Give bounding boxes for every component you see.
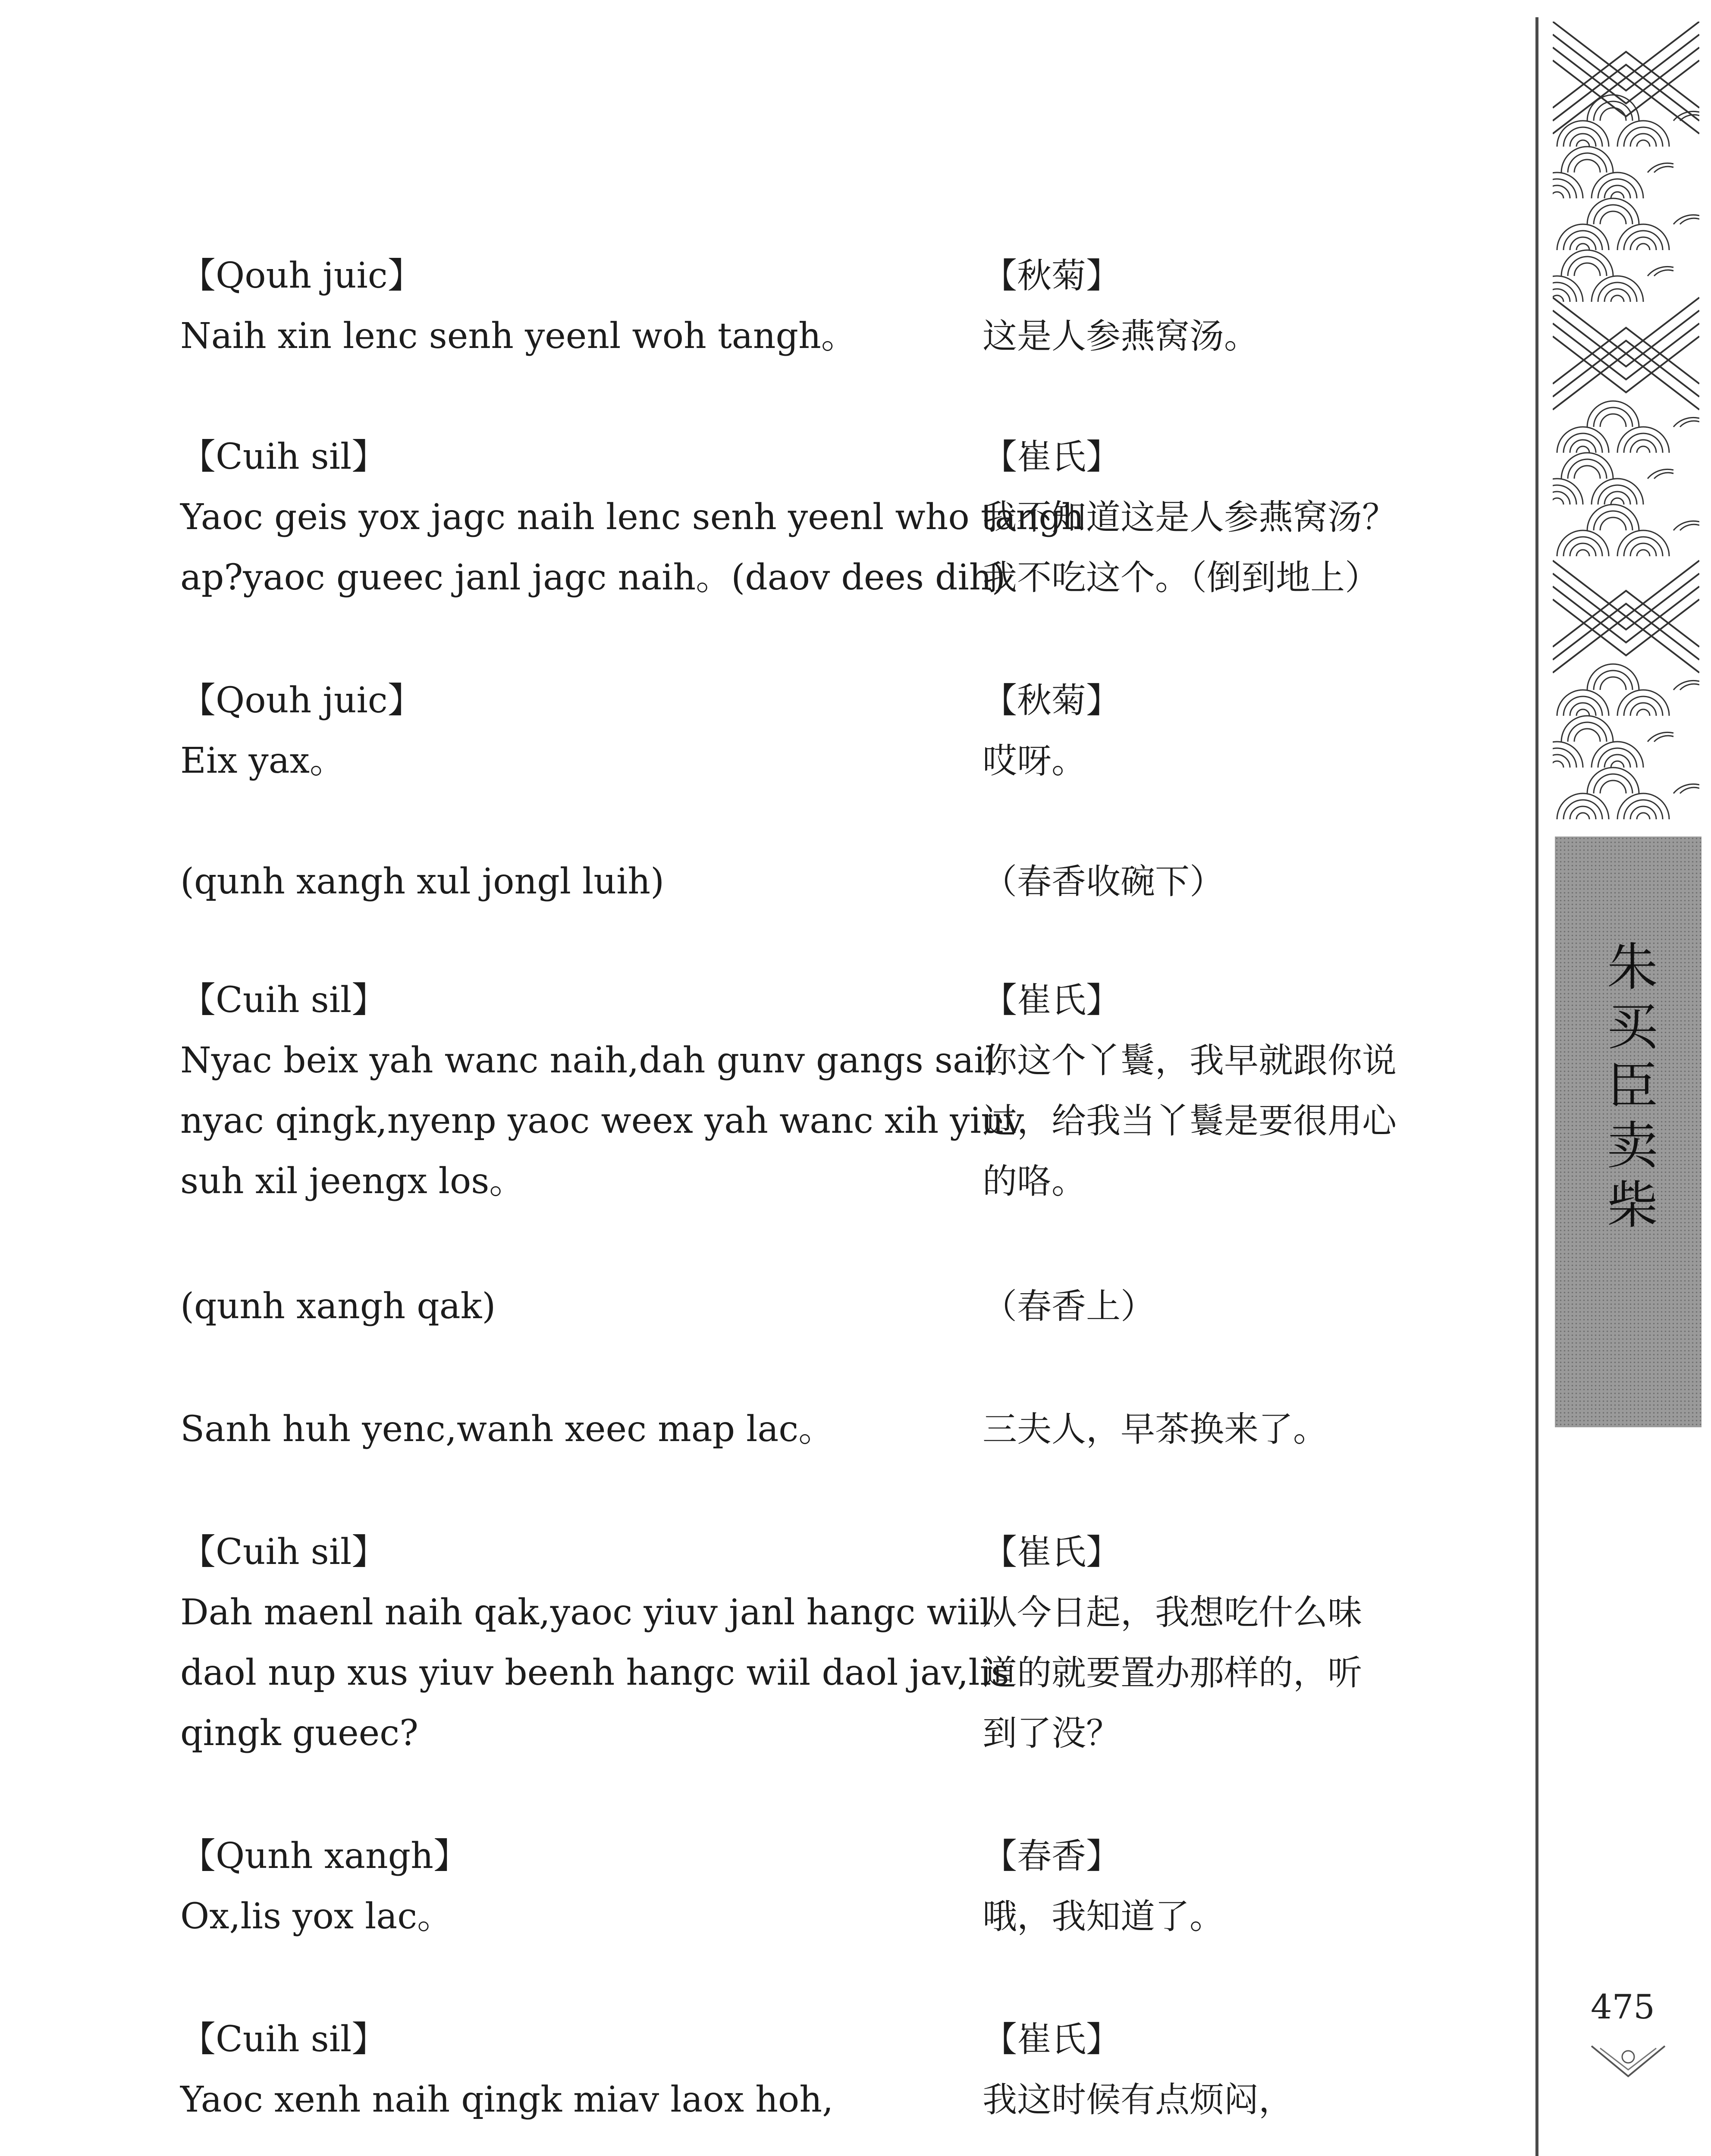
dialogue-line: Ox,lis yox lac。 bbox=[180, 1896, 453, 1937]
speaker-label: 【秋菊】 bbox=[983, 680, 1121, 721]
speaker-label: 【秋菊】 bbox=[983, 256, 1121, 296]
dialogue-line: suh xil jeengx los。 bbox=[180, 1161, 525, 1202]
chinese-column bbox=[983, 970, 1448, 1212]
dialogue-line: 哎呀。 bbox=[983, 741, 1086, 781]
stage-direction: （春香收碗下） bbox=[983, 862, 1224, 902]
chinese-column bbox=[983, 852, 1448, 912]
pinyin-column bbox=[180, 246, 933, 367]
chinese-column bbox=[983, 1826, 1448, 1947]
speaker-label: 【Cuih sil】 bbox=[180, 980, 387, 1021]
pinyin-column bbox=[180, 671, 933, 791]
chinese-column bbox=[983, 246, 1448, 367]
dialogue-line: 我不吃这个。（倒到地上） bbox=[983, 558, 1379, 598]
speaker-label: 【Qouh juic】 bbox=[180, 255, 423, 296]
margin-rule bbox=[1535, 17, 1538, 2156]
dialogue-line: Sanh huh yenc,wanh xeec map lac。 bbox=[180, 1409, 834, 1450]
speaker-label: 【崔氏】 bbox=[983, 980, 1121, 1020]
dialogue-line: 三夫人，早茶换来了。 bbox=[983, 1409, 1328, 1449]
dialogue-line: 我不知道这是人参燕窝汤？ bbox=[983, 497, 1397, 537]
stage-direction: (qunh xangh xul jongl luih) bbox=[180, 861, 665, 902]
chinese-column bbox=[983, 1399, 1448, 1460]
speaker-label: 【春香】 bbox=[983, 1836, 1121, 1876]
dialogue-line: 我这时候有点烦闷， bbox=[983, 2080, 1293, 2120]
speaker-label: 【崔氏】 bbox=[983, 2019, 1121, 2059]
pinyin-column bbox=[180, 1826, 933, 1947]
dialogue-line: ap?yaoc gueec janl jagc naih。(daov dees dih) bbox=[180, 557, 1006, 598]
speaker-label: 【Cuih sil】 bbox=[180, 1532, 387, 1573]
dialogue-line: nyac qingk,nyenp yaoc weex yah wanc xih yiuv bbox=[180, 1100, 1024, 1141]
chinese-column bbox=[983, 1522, 1448, 1764]
pinyin-column bbox=[180, 1522, 1009, 1764]
speaker-label: 【Qunh xangh】 bbox=[180, 1836, 469, 1877]
chinese-column bbox=[983, 427, 1448, 608]
dialogue-line: 的咯。 bbox=[983, 1161, 1086, 1201]
speaker-label: 【Cuih sil】 bbox=[180, 436, 387, 477]
dialogue-line: 从今日起，我想吃什么味 bbox=[983, 1592, 1362, 1633]
page-number-ornament bbox=[1587, 2042, 1669, 2081]
dialogue-line: 道的就要置办那样的，听 bbox=[983, 1653, 1362, 1693]
stage-direction: (qunh xangh qak) bbox=[180, 1286, 496, 1327]
speaker-label: 【崔氏】 bbox=[983, 1532, 1121, 1572]
pinyin-column bbox=[180, 1399, 933, 1460]
dialogue-line: 你这个丫鬟，我早就跟你说 bbox=[983, 1040, 1397, 1081]
pinyin-column bbox=[180, 970, 1024, 1212]
pinyin-column bbox=[180, 852, 933, 912]
dialogue-line: Yaoc xenh naih qingk miav laox hoh, bbox=[180, 2079, 834, 2120]
stage-direction: （春香上） bbox=[983, 1286, 1155, 1326]
dialogue-line: 这是人参燕窝汤。 bbox=[983, 316, 1259, 356]
chinese-column bbox=[983, 671, 1448, 791]
pinyin-column bbox=[180, 1276, 933, 1337]
dialogue-line: daol nup xus yiuv beenh hangc wiil daol jav,lis bbox=[180, 1652, 1009, 1693]
speaker-label: 【Qouh juic】 bbox=[180, 680, 423, 721]
dialogue-line: 哦，我知道了。 bbox=[983, 1896, 1224, 1937]
dialogue-line: qingk gueec? bbox=[180, 1713, 419, 1754]
dialogue-line: Naih xin lenc senh yeenl woh tangh。 bbox=[180, 316, 857, 357]
side-title: 朱买臣卖柴 bbox=[1598, 940, 1658, 1238]
dialogue-line: 过，给我当丫鬟是要很用心 bbox=[983, 1101, 1397, 1141]
dialogue-line: Nyac beix yah wanc naih,dah gunv gangs sail bbox=[180, 1040, 997, 1081]
cloud-pattern-ornament bbox=[1553, 22, 1699, 832]
dialogue-line: 到了没？ bbox=[983, 1713, 1121, 1753]
chinese-column bbox=[983, 1276, 1448, 1337]
dialogue-line: Dah maenl naih qak,yaoc yiuv janl hangc wiil bbox=[180, 1592, 991, 1633]
speaker-label: 【Cuih sil】 bbox=[180, 2019, 387, 2060]
page-number: 475 bbox=[1591, 1988, 1655, 2027]
speaker-label: 【崔氏】 bbox=[983, 437, 1121, 477]
dialogue-line: Yaoc geis yox jagc naih lenc senh yeenl who tangh bbox=[180, 497, 1084, 538]
dialogue-line: Eix yax。 bbox=[180, 740, 345, 781]
chinese-column bbox=[983, 2009, 1448, 2130]
pinyin-column bbox=[180, 2009, 933, 2130]
